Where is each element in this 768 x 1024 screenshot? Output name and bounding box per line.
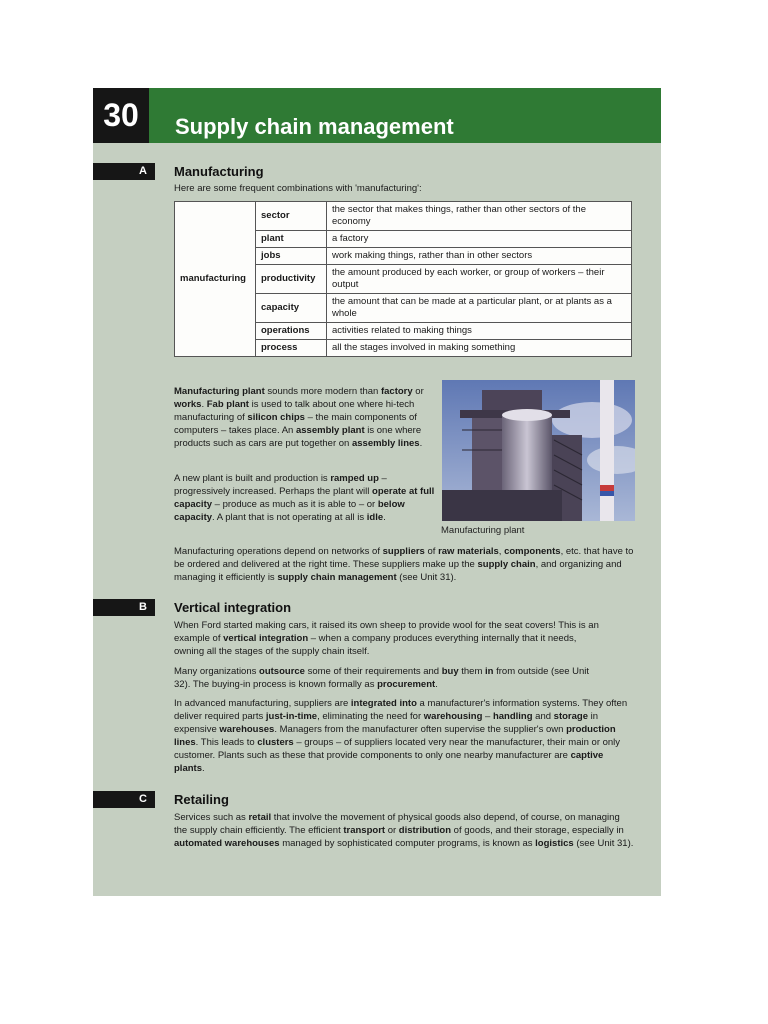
section-a-paragraph-1 <box>174 385 436 450</box>
key-term: warehouses <box>219 724 275 735</box>
collocation-table <box>174 201 632 357</box>
key-term: assembly plant <box>295 425 365 436</box>
key-term: suppliers <box>382 546 425 557</box>
key-term: works <box>174 399 202 410</box>
unit-number: 30 <box>93 88 149 143</box>
key-term: buy <box>441 666 459 677</box>
collocate-word-cell: jobs <box>256 248 327 265</box>
text-run: that involve the movement of physical goods also depend, of course, on managing the supply chain efficiently. The efficient <box>174 812 620 836</box>
section-b-tag: B <box>93 599 155 616</box>
key-term: ramped up <box>330 473 379 484</box>
key-term: raw materials <box>438 546 499 557</box>
key-term: components <box>504 546 561 557</box>
text-run: – <box>482 711 493 722</box>
collocate-word-cell: operations <box>256 323 327 340</box>
key-term: procurement <box>377 679 436 690</box>
key-term: captive plants <box>174 750 604 774</box>
section-c-title: Retailing <box>174 792 229 807</box>
text-run: a manufacturer's information systems. They often deliver required parts <box>174 698 628 722</box>
key-term: operate at full capacity <box>174 486 435 510</box>
key-term: retail <box>248 812 272 823</box>
key-term: transport <box>343 825 386 836</box>
collocate-word-cell: capacity <box>256 294 327 323</box>
text-run: – the main components of computers – takes place. An <box>174 412 417 436</box>
section-a-intro: Here are some frequent combinations with 'manufacturing': <box>174 183 422 194</box>
text-run: from outside (see Unit 32). The buying-in process is known formally as <box>174 666 590 690</box>
text-run: (see Unit 31). <box>396 572 457 583</box>
section-c-tag: C <box>93 791 155 808</box>
text-run: , eliminating the need for <box>317 711 424 722</box>
key-term: handling <box>492 711 533 722</box>
text-run: , etc. that have to be ordered and delivered at the right time. These suppliers make up the <box>174 546 634 570</box>
text-run: – produce as much as it is able to – or <box>212 499 378 510</box>
definition-cell: the amount that can be made at a particular plant, or at plants as a whole <box>327 294 632 323</box>
section-b-paragraph-1 <box>174 619 604 658</box>
text-run: Many organizations <box>174 666 260 677</box>
text-run: is one where products such as cars are put together on <box>174 425 422 449</box>
section-a-title: Manufacturing <box>174 164 264 179</box>
definition-cell: the amount produced by each worker, or group of workers – their output <box>327 265 632 294</box>
definition-cell: a factory <box>327 231 632 248</box>
key-term: distribution <box>398 825 452 836</box>
key-term: logistics <box>535 838 574 849</box>
key-term: below capacity <box>174 499 405 523</box>
text-run: . <box>201 399 207 410</box>
text-run: . <box>201 763 205 774</box>
key-term: production lines <box>174 724 616 748</box>
text-run: Manufacturing operations depend on networks of <box>174 546 383 557</box>
text-run: sounds more modern than <box>264 386 381 397</box>
text-run: . <box>383 512 386 523</box>
key-term: factory <box>380 386 413 397</box>
key-term: assembly lines <box>351 438 420 449</box>
text-run: managed by sophisticated computer programs, is known as <box>279 838 536 849</box>
text-run: A new plant is built and production is <box>174 473 331 484</box>
key-term: integrated into <box>350 698 417 709</box>
definition-cell: the sector that makes things, rather than other sectors of the economy <box>327 202 632 231</box>
section-b-paragraph-3 <box>174 697 634 775</box>
text-run: some of their requirements and <box>304 666 442 677</box>
text-run: or <box>412 386 424 397</box>
text-run: , <box>498 546 505 557</box>
key-term: outsource <box>259 666 305 677</box>
definition-cell: work making things, rather than in other sectors <box>327 248 632 265</box>
key-term: Manufacturing plant <box>174 386 265 397</box>
text-run: When Ford started making cars, it raised its own sheep to provide wool for the seat covers! This is an example of <box>174 620 599 644</box>
key-term: in <box>485 666 494 677</box>
collocate-word-cell: sector <box>256 202 327 231</box>
text-run: . Managers from the manufacturer often supervise the supplier's own <box>274 724 567 735</box>
photo-caption: Manufacturing plant <box>441 525 525 536</box>
text-run: them <box>458 666 486 677</box>
key-term: supply chain management <box>277 572 397 583</box>
key-term: vertical integration <box>223 633 309 644</box>
key-term: warehousing <box>423 711 483 722</box>
section-b-paragraph-2 <box>174 665 594 691</box>
text-run: . <box>419 438 423 449</box>
section-a-paragraph-3 <box>174 545 634 584</box>
collocate-word-cell: process <box>256 340 327 357</box>
text-run: . This leads to <box>195 737 258 748</box>
key-term: silicon chips <box>247 412 305 423</box>
text-run: – when a company produces everything internally that it needs, owning all the stages of the supply chain itself. <box>174 633 577 657</box>
head-word-cell: manufacturing <box>175 202 256 357</box>
text-run: . A plant that is not operating at all is <box>212 512 367 523</box>
collocate-word-cell: productivity <box>256 265 327 294</box>
text-run: In advanced manufacturing, suppliers are <box>174 698 351 709</box>
text-run: , and organizing and managing it efficiently is <box>174 559 622 583</box>
key-term: idle <box>366 512 384 523</box>
key-term: automated warehouses <box>174 838 280 849</box>
table-row <box>175 202 632 231</box>
key-term: storage <box>553 711 588 722</box>
text-run: . <box>435 679 438 690</box>
unit-title: Supply chain management <box>175 114 454 139</box>
text-run: is used to talk about one where hi-tech manufacturing of <box>174 399 415 423</box>
text-run: (see Unit 31). <box>573 838 634 849</box>
text-run: – progressively increased. Perhaps the plant will <box>174 473 387 497</box>
section-a-paragraph-2 <box>174 472 436 524</box>
text-run: of goods, and their storage, especially in <box>451 825 624 836</box>
collocate-word-cell: plant <box>256 231 327 248</box>
key-term: Fab plant <box>206 399 249 410</box>
text-run: – groups – of suppliers located very near the manufacturer, their main or only customer. Plants such as these that provide components to only one nearby manufacturer are <box>174 737 621 761</box>
key-term: clusters <box>257 737 294 748</box>
key-term: supply chain <box>477 559 536 570</box>
text-run: in expensive <box>174 711 599 735</box>
text-run: and <box>532 711 554 722</box>
section-b-title: Vertical integration <box>174 600 292 615</box>
text-run: or <box>385 825 399 836</box>
textbook-page <box>93 88 661 896</box>
manufacturing-plant-photo <box>442 380 635 521</box>
definition-cell: activities related to making things <box>327 323 632 340</box>
text-run: of <box>424 546 439 557</box>
definition-cell: all the stages involved in making something <box>327 340 632 357</box>
text-run: Services such as <box>174 812 249 823</box>
section-c-paragraph-1 <box>174 811 634 850</box>
unit-header <box>93 88 661 143</box>
key-term: just-in-time <box>265 711 318 722</box>
section-a-tag: A <box>93 163 155 180</box>
